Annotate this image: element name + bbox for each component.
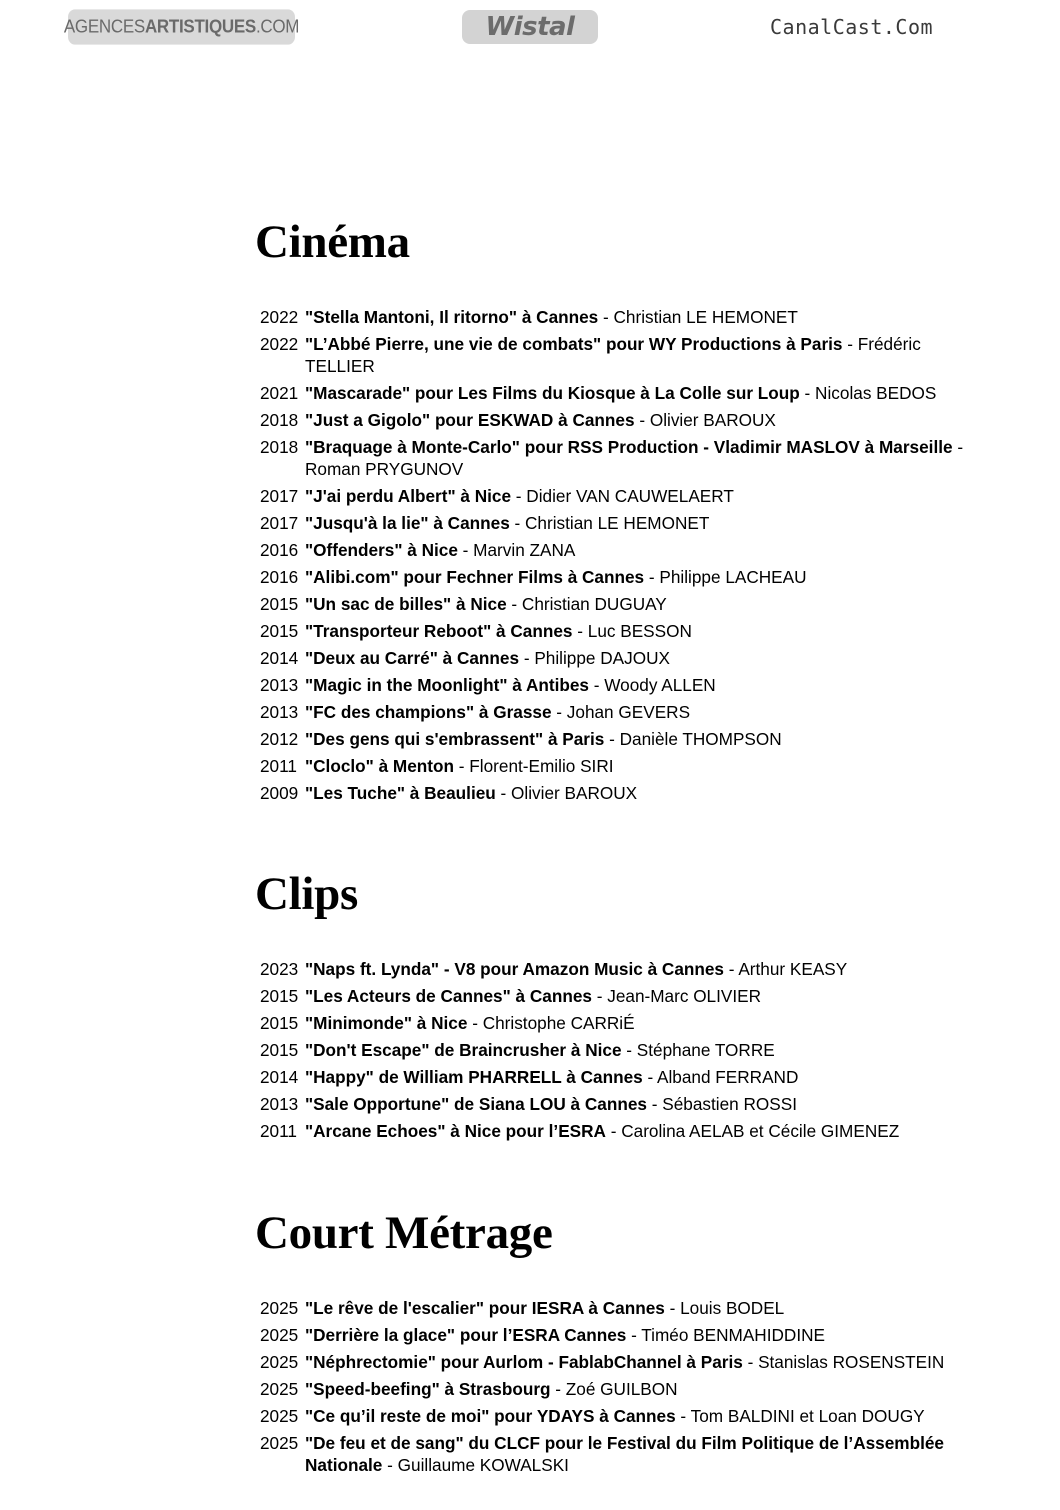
entry-credit: - Roman PRYGUNOV [305, 437, 964, 479]
entry-title: "Mascarade" pour Les Films du Kiosque à La Colle sur Loup [305, 383, 800, 403]
entry-title: "Transporteur Reboot" à Cannes [305, 621, 573, 641]
filmography-entry [260, 1432, 990, 1476]
entry-credit: - Guillaume KOWALSKI [382, 1455, 569, 1475]
entry-year: 2025 [260, 1406, 299, 1426]
section-court-metrage [255, 1206, 995, 1475]
entry-year: 2025 [260, 1298, 299, 1318]
agences-artistiques-logo[interactable] [63, 9, 300, 44]
filmography-entry [260, 755, 990, 777]
entry-year: 2014 [260, 648, 299, 668]
entry-credit: - Zoé GUILBON [550, 1379, 678, 1399]
entry-credit: - Marvin ZANA [457, 540, 576, 560]
filmography-entry [260, 1012, 990, 1034]
entry-year: 2018 [260, 437, 299, 457]
entry-title: "Arcane Echoes" à Nice pour l’ESRA [305, 1121, 606, 1141]
entry-credit: - Philippe LACHEAU [644, 567, 807, 587]
filmography-entry [260, 539, 990, 561]
entry-text [305, 485, 990, 507]
entry-year: 2016 [260, 567, 299, 587]
entry-text [305, 1432, 990, 1476]
filmography-entry [260, 1351, 990, 1373]
entry-credit: - Sébastien ROSSI [646, 1094, 797, 1114]
entry-title: "Alibi.com" pour Fechner Films à Cannes [305, 567, 645, 587]
entry-title: "Un sac de billes" à Nice [305, 594, 507, 614]
filmography-entry [260, 647, 990, 669]
entry-credit: - Stéphane TORRE [621, 1040, 775, 1060]
entry-title: "L’Abbé Pierre, une vie de combats" pour WY Productions à Paris [305, 334, 843, 354]
entry-title: "Ce qu’il reste de moi" pour YDAYS à Cannes [305, 1406, 676, 1426]
entry-title: "Speed-beefing" à Strasbourg [305, 1379, 551, 1399]
entry-text [305, 382, 990, 404]
entry-credit: - Christian DUGUAY [506, 594, 667, 614]
entry-text [305, 1066, 990, 1088]
entry-text [305, 1039, 990, 1061]
entry-credit: - Woody ALLEN [588, 675, 716, 695]
entry-credit: - Olivier BAROUX [495, 783, 638, 803]
entry-year: 2011 [260, 756, 297, 776]
filmography-entry [260, 1405, 990, 1427]
entry-year: 2011 [260, 1121, 297, 1141]
entry-list [260, 1297, 990, 1481]
logo-agences-bold: ARTISTIQUES [144, 16, 256, 37]
entry-text [305, 1012, 990, 1034]
entry-year: 2015 [260, 1040, 299, 1060]
entry-title: "Offenders" à Nice [305, 540, 458, 560]
entry-title: "Naps ft. Lynda" - V8 pour Amazon Music à Cannes [305, 959, 724, 979]
logo-agences-light: AGENCES [63, 16, 145, 37]
entry-title: "Des gens qui s'embrassent" à Paris [305, 729, 605, 749]
section-title: Clips [255, 868, 358, 920]
entry-year: 2022 [260, 307, 299, 327]
filmography-entry [260, 1324, 990, 1346]
entry-text [305, 985, 990, 1007]
filmography-entry [260, 958, 990, 980]
entry-text [305, 1120, 990, 1142]
entry-text [305, 1324, 990, 1346]
entry-year: 2025 [260, 1352, 299, 1372]
filmography-entry [260, 1066, 990, 1088]
entry-text [305, 782, 990, 804]
entry-list [260, 958, 990, 1147]
filmography-entry [260, 436, 990, 480]
section-title: Cinéma [255, 216, 410, 268]
entry-title: "Derrière la glace" pour l’ESRA Cannes [305, 1325, 627, 1345]
entry-year: 2016 [260, 540, 299, 560]
entry-year: 2013 [260, 1094, 299, 1114]
entry-text [305, 306, 990, 328]
entry-title: "De feu et de sang" du CLCF pour le Festival du Film Politique de l’Assemblée Nationale [305, 1433, 944, 1475]
filmography-entry [260, 593, 990, 615]
entry-year: 2013 [260, 702, 299, 722]
entry-list [260, 306, 990, 809]
entry-title: "Magic in the Moonlight" à Antibes [305, 675, 589, 695]
filmography-entry [260, 1378, 990, 1400]
filmography-entry [260, 485, 990, 507]
logo-agences-suffix: .COM [255, 16, 300, 37]
logo-canalcast-text: CanalCast.Com [770, 15, 934, 39]
entry-year: 2018 [260, 410, 299, 430]
filmography-entry [260, 620, 990, 642]
entry-title: "Stella Mantoni, Il ritorno" à Cannes [305, 307, 599, 327]
entry-text [305, 1378, 990, 1400]
filmography-entry [260, 512, 990, 534]
entry-text [305, 593, 990, 615]
entry-year: 2025 [260, 1379, 299, 1399]
entry-title: "Don't Escape" de Braincrusher à Nice [305, 1040, 622, 1060]
filmography-entry [260, 674, 990, 696]
entry-title: "Happy" de William PHARRELL à Cannes [305, 1067, 643, 1087]
filmography-entry [260, 728, 990, 750]
filmography-entry [260, 1120, 990, 1142]
entry-credit: - Carolina AELAB et Cécile GIMENEZ [605, 1121, 900, 1141]
entry-year: 2015 [260, 594, 299, 614]
header-logos [0, 0, 1060, 50]
entry-text [305, 333, 990, 377]
entry-text [305, 409, 990, 431]
entry-credit: - Christian LE HEMONET [509, 513, 710, 533]
filmography-entry [260, 1297, 990, 1319]
section-clips [255, 867, 995, 1141]
entry-year: 2017 [260, 513, 299, 533]
entry-credit: - Danièle THOMPSON [604, 729, 782, 749]
entry-credit: - Alband FERRAND [642, 1067, 799, 1087]
entry-year: 2025 [260, 1325, 299, 1345]
entry-text [305, 701, 990, 723]
entry-title: "Les Acteurs de Cannes" à Cannes [305, 986, 592, 1006]
entry-year: 2025 [260, 1433, 299, 1453]
filmography-entry [260, 333, 990, 377]
entry-credit: - Tom BALDINI et Loan DOUGY [675, 1406, 925, 1426]
filmography-entry [260, 782, 990, 804]
entry-text [305, 436, 990, 480]
entry-credit: - Timéo BENMAHIDDINE [626, 1325, 825, 1345]
entry-title: "Le rêve de l'escalier" pour IESRA à Cannes [305, 1298, 665, 1318]
entry-credit: - Olivier BAROUX [634, 410, 776, 430]
entry-text [305, 1405, 990, 1427]
entry-text [305, 1093, 990, 1115]
entry-year: 2022 [260, 334, 299, 354]
entry-title: "Cloclo" à Menton [305, 756, 455, 776]
entry-credit: - Stanislas ROSENSTEIN [742, 1352, 945, 1372]
entry-credit: - Christophe CARRiÉ [467, 1013, 635, 1033]
filmography-entry [260, 701, 990, 723]
entry-text [305, 958, 990, 980]
section-cinema [255, 215, 995, 803]
filmography-entry [260, 1039, 990, 1061]
filmography-entry [260, 409, 990, 431]
entry-credit: - Arthur KEASY [724, 959, 848, 979]
entry-credit: - Nicolas BEDOS [799, 383, 937, 403]
entry-title: "Deux au Carré" à Cannes [305, 648, 520, 668]
filmography-entry [260, 382, 990, 404]
entry-year: 2009 [260, 783, 299, 803]
canalcast-logo[interactable] [770, 14, 986, 40]
entry-year: 2015 [260, 1013, 299, 1033]
entry-text [305, 539, 990, 561]
entry-text [305, 566, 990, 588]
entry-year: 2014 [260, 1067, 299, 1087]
entry-title: "Jusqu'à la lie" à Cannes [305, 513, 510, 533]
entry-credit: - Luc BESSON [572, 621, 692, 641]
entry-title: "Braquage à Monte-Carlo" pour RSS Production - Vladimir MASLOV à Marseille [305, 437, 953, 457]
section-title: Court Métrage [255, 1207, 553, 1259]
entry-text [305, 1351, 990, 1373]
entry-year: 2015 [260, 986, 299, 1006]
entry-title: "Just a Gigolo" pour ESKWAD à Cannes [305, 410, 635, 430]
filmography-entry [260, 566, 990, 588]
entry-text [305, 620, 990, 642]
filmography-entry [260, 1093, 990, 1115]
wistal-logo[interactable] [462, 10, 598, 44]
entry-text [305, 674, 990, 696]
entry-credit: - Florent-Emilio SIRI [454, 756, 614, 776]
entry-credit: - Johan GEVERS [551, 702, 691, 722]
entry-year: 2015 [260, 621, 299, 641]
entry-year: 2017 [260, 486, 299, 506]
entry-title: "Les Tuche" à Beaulieu [305, 783, 496, 803]
filmography-entry [260, 306, 990, 328]
entry-credit: - Jean-Marc OLIVIER [591, 986, 762, 1006]
entry-year: 2012 [260, 729, 299, 749]
entry-credit: - Louis BODEL [664, 1298, 785, 1318]
entry-year: 2021 [260, 383, 299, 403]
entry-text [305, 512, 990, 534]
entry-credit: - Frédéric TELLIER [305, 334, 921, 376]
entry-text [305, 1297, 990, 1319]
entry-credit: - Christian LE HEMONET [598, 307, 798, 327]
entry-credit: - Philippe DAJOUX [519, 648, 670, 668]
entry-title: "Minimonde" à Nice [305, 1013, 468, 1033]
entry-title: "J'ai perdu Albert" à Nice [305, 486, 512, 506]
entry-credit: - Didier VAN CAUWELAERT [511, 486, 734, 506]
logo-wistal-text: Wistal [485, 12, 575, 42]
entry-text [305, 755, 990, 777]
filmography-entry [260, 985, 990, 1007]
entry-title: "Sale Opportune" de Siana LOU à Cannes [305, 1094, 647, 1114]
entry-text [305, 647, 990, 669]
entry-year: 2013 [260, 675, 299, 695]
entry-year: 2023 [260, 959, 299, 979]
entry-text [305, 728, 990, 750]
entry-title: "FC des champions" à Grasse [305, 702, 552, 722]
entry-title: "Néphrectomie" pour Aurlom - FablabChannel à Paris [305, 1352, 743, 1372]
